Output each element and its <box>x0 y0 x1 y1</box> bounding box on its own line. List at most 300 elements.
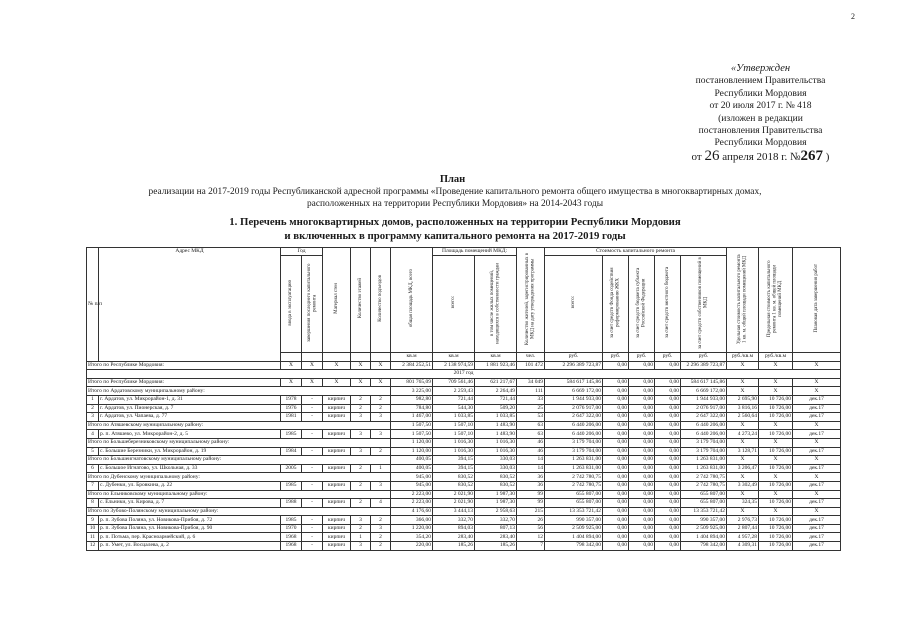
table-cell: 544,30 <box>433 404 475 413</box>
table-cell: 2 742 780,75 <box>681 481 727 490</box>
table-cell: 11 <box>87 533 99 542</box>
table-cell: - <box>302 481 323 490</box>
unit-cell: руб./кв.м <box>727 353 759 362</box>
table-cell: 3 <box>371 413 391 422</box>
table-cell: 2 076 917,00 <box>545 404 603 413</box>
value-cell: X <box>759 507 793 516</box>
table-cell: 798 342,00 <box>681 542 727 551</box>
value-cell: X <box>727 438 759 447</box>
table-row <box>87 404 841 413</box>
approval-line-2: постановлением Правительства <box>695 75 826 87</box>
value-cell: 0,00 <box>629 421 655 430</box>
value-cell: 0,00 <box>603 490 629 499</box>
value-cell: 2 958,63 <box>475 507 517 516</box>
unit-cell: руб. <box>603 353 629 362</box>
table-cell: 0,00 <box>629 395 655 404</box>
table-cell: дек.17 <box>793 542 841 551</box>
table-cell: 3 <box>371 430 391 439</box>
table-cell: 3 179 704,00 <box>545 447 603 456</box>
district-total-row <box>87 438 841 447</box>
value-cell: 0,00 <box>629 473 655 482</box>
table-cell: 0,00 <box>603 395 629 404</box>
table-cell: - <box>302 413 323 422</box>
table-cell: 2 <box>351 524 371 533</box>
unit-cell <box>793 353 841 362</box>
table-cell: 1 263 831,00 <box>545 464 603 473</box>
approval-line-7: Республики Мордовия <box>714 137 807 149</box>
value-cell: 1 263 831,00 <box>681 456 727 465</box>
x-cell: X <box>371 361 391 370</box>
table-cell: 99 <box>517 499 545 508</box>
table-cell: кирпич <box>323 447 351 456</box>
value-cell: X <box>759 490 793 499</box>
table-cell: 830,52 <box>475 481 517 490</box>
table-cell: 5 <box>87 447 99 456</box>
table-cell: дек.17 <box>793 481 841 490</box>
address-cell: р. п. Зубова Поляна, ул. Новикова-Прибоя, д. 90 <box>99 524 281 533</box>
table-cell: 1 507,50 <box>391 430 433 439</box>
table-cell: 1 263 831,00 <box>681 464 727 473</box>
approval-month: апреля 2018 г. № <box>722 150 801 163</box>
value-cell: 0,00 <box>655 490 681 499</box>
table-cell: 0,00 <box>603 464 629 473</box>
table-cell: - <box>302 533 323 542</box>
unit-cell: кв.м <box>391 353 433 362</box>
value-cell: X <box>727 361 759 370</box>
value-cell: 6 440 206,00 <box>545 421 603 430</box>
table-cell: 1 483,90 <box>475 430 517 439</box>
table-cell: 3 <box>371 524 391 533</box>
table-cell: 0,00 <box>655 447 681 456</box>
value-cell: X <box>759 473 793 482</box>
address-cell: р. п. Зубова Поляна, ул. Новикова-Прибоя, д. 72 <box>99 516 281 525</box>
table-cell: 894,03 <box>433 524 475 533</box>
table-cell: 2 <box>371 404 391 413</box>
table-cell: 982,80 <box>391 395 433 404</box>
table-row <box>87 499 841 508</box>
value-cell: X <box>727 490 759 499</box>
value-cell: 3 225,00 <box>391 387 433 396</box>
table-cell: 1 220,00 <box>391 524 433 533</box>
table-cell: 2 <box>351 464 371 473</box>
table-cell: 10 726,00 <box>759 464 793 473</box>
table-cell: 0,00 <box>629 413 655 422</box>
table-cell: 10 726,00 <box>759 395 793 404</box>
table-cell: 0,00 <box>603 499 629 508</box>
table-cell: 0,00 <box>655 413 681 422</box>
table-cell: 0,00 <box>603 413 629 422</box>
table-cell: 394,15 <box>433 464 475 473</box>
table-cell: 3 <box>87 413 99 422</box>
head-cost-group: Стоимость капитального ремонта <box>545 248 727 256</box>
table-cell: 0,00 <box>655 499 681 508</box>
table-cell: 46 <box>517 447 545 456</box>
table-cell: 1 944 933,00 <box>545 395 603 404</box>
unit-cell: руб. <box>681 353 727 362</box>
value-cell: X <box>727 387 759 396</box>
table-cell: кирпич <box>323 481 351 490</box>
value-cell: 34 049 <box>517 378 545 387</box>
value-cell: 0,00 <box>603 438 629 447</box>
value-cell: 0,00 <box>655 361 681 370</box>
plan-title: План <box>439 174 466 185</box>
head-year: Год <box>281 248 323 256</box>
table-body <box>87 361 841 550</box>
table-cell: 1970 <box>281 524 302 533</box>
value-cell: 0,00 <box>603 473 629 482</box>
table-cell: 9 <box>87 516 99 525</box>
value-cell: 0,00 <box>603 387 629 396</box>
value-cell: X <box>793 507 841 516</box>
approval-line-5: (изложен в редакции <box>718 112 803 124</box>
table-cell: 0,00 <box>655 516 681 525</box>
table-cell: 0,00 <box>603 430 629 439</box>
table-cell: 1 <box>87 395 99 404</box>
table-row <box>87 524 841 533</box>
value-cell: 2 138 974,59 <box>433 361 475 370</box>
table-cell: 1978 <box>281 395 302 404</box>
table-cell: 0,00 <box>655 542 681 551</box>
value-cell: 0,00 <box>603 456 629 465</box>
table-cell: кирпич <box>323 395 351 404</box>
table-cell: 2 695,90 <box>727 395 759 404</box>
unit-cell: чел. <box>517 353 545 362</box>
value-cell: 99 <box>517 490 545 499</box>
head-total-area: общая площадь МКД, всего <box>391 248 433 353</box>
table-cell: 7 <box>517 542 545 551</box>
table-cell: 2 <box>371 542 391 551</box>
table-cell: кирпич <box>323 404 351 413</box>
table-cell: дек.17 <box>793 516 841 525</box>
table-cell: 25 <box>517 404 545 413</box>
table-cell: 2 807,44 <box>727 524 759 533</box>
table-cell: 2 <box>371 447 391 456</box>
table-cell: 185,26 <box>475 542 517 551</box>
year-label: 2017 год <box>87 370 841 379</box>
value-cell: 1 483,90 <box>475 421 517 430</box>
district-label: Итого по Зубово-Полянскому муниципальному району: <box>87 507 391 516</box>
table-cell: кирпич <box>323 464 351 473</box>
table-cell: 3 <box>351 542 371 551</box>
district-total-row <box>87 387 841 396</box>
table-cell: 4 957,28 <box>727 533 759 542</box>
table-cell: 784,80 <box>391 404 433 413</box>
table-cell: - <box>302 542 323 551</box>
table-cell: 332,70 <box>475 516 517 525</box>
table-row <box>87 413 841 422</box>
table-cell: 721,44 <box>475 395 517 404</box>
value-cell: 215 <box>517 507 545 516</box>
approval-number: 267 <box>800 147 824 164</box>
table-cell: 0,00 <box>603 447 629 456</box>
head-reg: за счет средств бюджета субъекта Российской Федерации <box>629 256 655 353</box>
table-cell: 4 <box>87 430 99 439</box>
table-cell: 509,20 <box>475 404 517 413</box>
x-cell: X <box>323 378 351 387</box>
table-cell: 1985 <box>281 430 302 439</box>
table-cell: 63 <box>517 430 545 439</box>
head-floors: Количество этажей <box>351 248 371 353</box>
table-cell: 990 357,00 <box>681 516 727 525</box>
table-cell: 10 726,00 <box>759 404 793 413</box>
table-cell: 10 726,00 <box>759 533 793 542</box>
value-cell: X <box>793 438 841 447</box>
value-cell: X <box>727 456 759 465</box>
value-cell: 0,00 <box>655 473 681 482</box>
value-cell: 0,00 <box>629 456 655 465</box>
section-title-line-1: 1. Перечень многоквартирных домов, расположенных на территории Республики Мордовия <box>229 216 681 228</box>
table-cell: 2 223,00 <box>391 499 433 508</box>
table-cell: кирпич <box>323 413 351 422</box>
value-cell: 655 807,00 <box>681 490 727 499</box>
table-cell: 56 <box>517 524 545 533</box>
head-entrances: Количество подъездов <box>371 248 391 353</box>
table-cell: - <box>302 404 323 413</box>
x-cell: X <box>302 361 323 370</box>
head-owners: за счет средств собственников помещений в МКД <box>681 256 727 353</box>
x-cell: X <box>351 361 371 370</box>
value-cell: 0,00 <box>629 361 655 370</box>
table-cell: 0,00 <box>655 430 681 439</box>
table-row <box>87 395 841 404</box>
value-cell: 330,03 <box>475 456 517 465</box>
table-cell: 0,00 <box>629 464 655 473</box>
table-cell: дек.17 <box>793 395 841 404</box>
table-cell: 798 342,00 <box>545 542 603 551</box>
table-cell: 1 944 933,00 <box>681 395 727 404</box>
table-cell: 1 033,85 <box>433 413 475 422</box>
value-cell: X <box>759 361 793 370</box>
table-cell: 2 <box>351 481 371 490</box>
table-row <box>87 516 841 525</box>
value-cell: 0,00 <box>603 507 629 516</box>
table-cell: 14 <box>517 464 545 473</box>
table-cell: 8 <box>87 499 99 508</box>
page-number: 2 <box>851 12 855 21</box>
table-cell: кирпич <box>323 542 351 551</box>
total-2017-row <box>87 378 841 387</box>
table-cell: 945,00 <box>391 481 433 490</box>
table-cell: 10 726,00 <box>759 499 793 508</box>
value-cell: 0,00 <box>655 387 681 396</box>
table-cell: 10 726,00 <box>759 447 793 456</box>
value-cell: 400,05 <box>391 456 433 465</box>
x-cell: X <box>371 378 391 387</box>
approval-line-3: Республики Мордовия <box>714 87 807 99</box>
plan-subtitle <box>110 186 800 210</box>
table-cell: 2 021,90 <box>433 499 475 508</box>
table-row <box>87 542 841 551</box>
address-cell: р. п. Умет, ул. Восцалева, д. 2 <box>99 542 281 551</box>
table-cell: - <box>302 464 323 473</box>
table-cell: 0,00 <box>629 404 655 413</box>
district-label: Итого по Большеигнатовскому муниципальному району: <box>87 456 391 465</box>
table-cell: 7 <box>87 481 99 490</box>
value-cell: X <box>793 421 841 430</box>
value-cell: 2 742 780,75 <box>545 473 603 482</box>
approval-day: 26 <box>704 147 720 164</box>
table-cell: 10 726,00 <box>759 542 793 551</box>
table-cell: 3 179 704,00 <box>681 447 727 456</box>
table-cell: 0,00 <box>603 542 629 551</box>
table-cell: 2 647 322,00 <box>545 413 603 422</box>
head-area-group: Площадь помещений МКД: <box>433 248 517 256</box>
table-cell: 1 507,10 <box>433 430 475 439</box>
head-address: Адрес МКД <box>99 248 281 362</box>
table-cell: 2 <box>371 516 391 525</box>
table-cell: 655 807,00 <box>681 499 727 508</box>
value-cell: 0,00 <box>629 387 655 396</box>
table-cell: 0,00 <box>603 481 629 490</box>
table-cell: 2 <box>351 395 371 404</box>
table-cell: 1 404 894,00 <box>545 533 603 542</box>
value-cell: 0,00 <box>629 378 655 387</box>
value-cell: X <box>727 421 759 430</box>
table-cell: 3 <box>351 413 371 422</box>
value-cell: 801 765,09 <box>391 378 433 387</box>
district-label: Итого по Ельниковскому муниципальному району: <box>87 490 391 499</box>
table-cell: 1985 <box>281 516 302 525</box>
value-cell: 2 021,90 <box>433 490 475 499</box>
head-plan-date: Плановая дата завершения работ <box>793 248 841 353</box>
table-cell: 283,40 <box>433 533 475 542</box>
table-cell: 1 120,00 <box>391 447 433 456</box>
value-cell: 111 <box>517 387 545 396</box>
value-cell: 3 179 704,00 <box>681 438 727 447</box>
table-cell: 3 128,71 <box>727 447 759 456</box>
table-cell: 1 987,30 <box>475 499 517 508</box>
head-area-all: всего: <box>433 256 475 353</box>
table-cell: - <box>302 516 323 525</box>
table-cell: 990 357,00 <box>545 516 603 525</box>
table-cell: 2 976,73 <box>727 516 759 525</box>
table-cell: 2 509 925,00 <box>545 524 603 533</box>
head-area-own: в том числе жилых помещений, находящихся в собственности граждан <box>475 256 517 353</box>
table-cell: 0,00 <box>655 395 681 404</box>
table-cell: 1988 <box>281 499 302 508</box>
unit-cell: руб. <box>629 353 655 362</box>
value-cell: 1 120,00 <box>391 438 433 447</box>
table-row <box>87 464 841 473</box>
district-total-row <box>87 473 841 482</box>
table-cell: 1968 <box>281 542 302 551</box>
value-cell: 2 259,43 <box>433 387 475 396</box>
table-cell: 1981 <box>281 413 302 422</box>
district-total-row <box>87 507 841 516</box>
table-cell: - <box>302 447 323 456</box>
table-cell: 53 <box>517 413 545 422</box>
table-cell: 354,20 <box>391 533 433 542</box>
value-cell: 1 016,30 <box>433 438 475 447</box>
table-cell: 0,00 <box>629 533 655 542</box>
value-cell: 6 440 206,00 <box>681 421 727 430</box>
table-cell: 2 742 780,75 <box>545 481 603 490</box>
value-cell: 2 264,49 <box>475 387 517 396</box>
approval-prefix: от <box>691 150 702 163</box>
approval-date-line <box>648 147 873 164</box>
plan-subtitle-line-1: реализации на 2017-2019 годы Республиканской адресной программы «Проведение капитального ремонта общего имущества в многоквартирных домах, <box>148 187 762 197</box>
table-cell: 0,00 <box>603 516 629 525</box>
table-cell: 400,05 <box>391 464 433 473</box>
table-cell: 220,00 <box>391 542 433 551</box>
head-fed: за счет средств Фонда содействия реформированию ЖКХ <box>603 256 629 353</box>
table-cell: 3 <box>351 447 371 456</box>
table-cell: - <box>302 499 323 508</box>
head-cost-all: всего: <box>545 256 603 353</box>
value-cell: 394,15 <box>433 456 475 465</box>
table-row <box>87 447 841 456</box>
value-cell: 0,00 <box>603 361 629 370</box>
table-cell: 2 <box>371 395 391 404</box>
table-cell: 1 016,30 <box>475 447 517 456</box>
table-cell: 2 647 322,00 <box>681 413 727 422</box>
table-cell: 1968 <box>281 533 302 542</box>
table-cell: 3 <box>371 481 391 490</box>
table-cell: 0,00 <box>629 542 655 551</box>
table-cell: - <box>302 524 323 533</box>
value-cell: 46 <box>517 438 545 447</box>
table-cell: 10 <box>87 524 99 533</box>
table-cell: - <box>302 430 323 439</box>
table-cell: 2 <box>371 533 391 542</box>
address-cell: г. Ардатов, ул. Микрорайон-1, д. 31 <box>99 395 281 404</box>
address-cell: г. Ардатов, ул. Чапаева, д. 77 <box>99 413 281 422</box>
table-cell: 0,00 <box>629 430 655 439</box>
value-cell: 0,00 <box>629 507 655 516</box>
value-cell: 2 742 780,75 <box>681 473 727 482</box>
value-cell: X <box>793 473 841 482</box>
value-cell: 0,00 <box>655 507 681 516</box>
value-cell: 1 987,30 <box>475 490 517 499</box>
table-row <box>87 533 841 542</box>
value-cell: 584 617 145,86 <box>681 378 727 387</box>
value-cell: 0,00 <box>655 421 681 430</box>
head-residents: Количество жителей, зарегистрированных в МКД на дату утверждения программы <box>517 248 545 353</box>
table-cell: 1985 <box>281 481 302 490</box>
total-label: Итого по Республике Мордовия: <box>87 378 281 387</box>
district-label: Итого по Ардатовскому муниципальному району: <box>87 387 391 396</box>
table-cell: 185,26 <box>433 542 475 551</box>
table-cell: 10 726,00 <box>759 430 793 439</box>
value-cell: X <box>793 361 841 370</box>
table-cell: 0,00 <box>655 524 681 533</box>
table-row <box>87 430 841 439</box>
table-cell: дек.17 <box>793 533 841 542</box>
value-cell: 4 176,60 <box>391 507 433 516</box>
address-cell: р. п. Потьма, пер. Красноармейский, д. 6 <box>99 533 281 542</box>
head-unit-cost: Удельная стоимость капитального ремонта 1 кв. м. общей площади помещений МКД <box>727 248 759 353</box>
value-cell: 101 472 <box>517 361 545 370</box>
table-cell: 10 726,00 <box>759 516 793 525</box>
x-cell: X <box>351 378 371 387</box>
x-cell: X <box>302 378 323 387</box>
total-label: Итого по Республике Мордовия: <box>87 361 281 370</box>
value-cell: 13 353 721,42 <box>681 507 727 516</box>
value-cell: 0,00 <box>629 438 655 447</box>
repair-plan-table <box>86 247 841 551</box>
value-cell: 0,00 <box>655 378 681 387</box>
table-cell: 10 726,00 <box>759 413 793 422</box>
table-cell: 1 016,30 <box>433 447 475 456</box>
approval-line-4: от 20 июля 2017 г. № 418 <box>709 100 812 112</box>
table-cell: 2 560,64 <box>727 413 759 422</box>
approval-suffix: ) <box>825 150 830 163</box>
head-limit-cost: Предельная стоимость капитального ремонта 1 кв. м. общей площади помещений МКД <box>759 248 793 353</box>
value-cell: 1 507,10 <box>433 421 475 430</box>
table-cell: 830,52 <box>433 481 475 490</box>
value-cell: 14 <box>517 456 545 465</box>
district-total-row <box>87 456 841 465</box>
